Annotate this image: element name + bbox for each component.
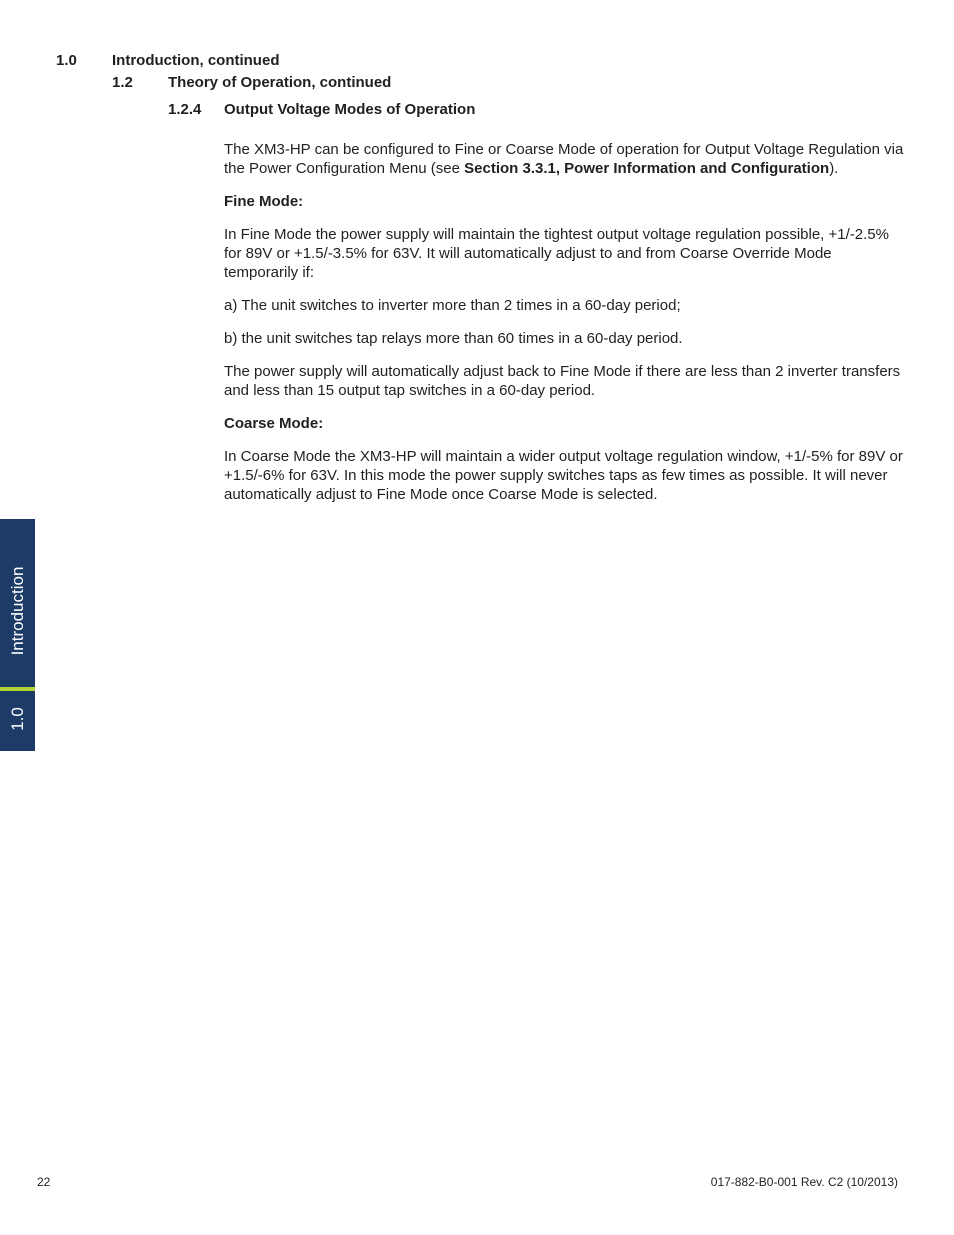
coarse-mode-paragraph: In Coarse Mode the XM3-HP will maintain a wider output voltage regulation window, +1/-5% for 89V or +1.5/-6% for 63V. In this mode the power supply switches taps as few times as possible. It will never automatically adjust to Fine Mode once Coarse Mode is selected. <box>224 448 903 503</box>
heading-number: 1.0 <box>56 52 77 69</box>
fine-mode-heading: Fine Mode: <box>224 193 304 210</box>
fine-mode-paragraph: In Fine Mode the power supply will maintain the tightest output voltage regulation possible, +1/-2.5% for 89V or +1.5/-3.5% for 63V. It will automatically adjust to and from Coarse Override Mode temporarily if: <box>224 226 889 281</box>
side-tab-number: 1.0 <box>8 707 27 731</box>
intro-paragraph <box>224 140 904 178</box>
side-tab-title: Introduction <box>8 566 27 656</box>
heading-title: Introduction, continued <box>112 52 280 69</box>
coarse-mode-heading: Coarse Mode: <box>224 415 324 432</box>
fine-mode-return-paragraph: The power supply will automatically adjust back to Fine Mode if there are less than 2 inverter transfers and less than 15 output tap switches in a 60-day period. <box>224 363 901 399</box>
heading-number: 1.2 <box>112 74 133 91</box>
intro-text-before: The XM3-HP can be configured to Fine or Coarse Mode of operation for Output Voltage Regulation via the Power Configuration Menu (see <box>224 141 904 177</box>
page-number: 22 <box>37 1175 51 1189</box>
section-side-tab <box>0 519 35 751</box>
fine-mode-item-a: a) The unit switches to inverter more than 2 times in a 60-day period; <box>224 297 681 314</box>
heading-title: Output Voltage Modes of Operation <box>224 101 476 118</box>
fine-mode-item-b: b) the unit switches tap relays more than 60 times in a 60-day period. <box>224 330 683 347</box>
document-reference: 017-882-B0-001 Rev. C2 (10/2013) <box>710 1175 898 1189</box>
side-tab-accent-bar <box>0 687 35 691</box>
section-body <box>224 140 904 518</box>
section-reference: Section 3.3.1, Power Information and Configuration <box>464 160 830 177</box>
intro-text-after: ). <box>829 160 839 177</box>
heading-title: Theory of Operation, continued <box>168 74 392 91</box>
heading-number: 1.2.4 <box>168 101 202 118</box>
